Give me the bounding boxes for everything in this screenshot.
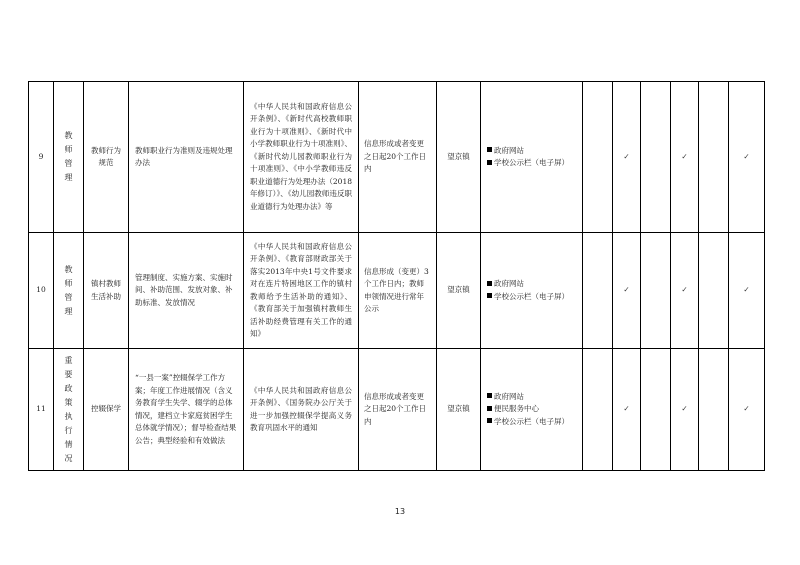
channel-item xyxy=(487,278,576,291)
subcategory-cell: 控辍保学 xyxy=(84,349,129,471)
checkmark-icon: ✓ xyxy=(613,233,641,349)
checkmark-icon: ✓ xyxy=(613,82,641,233)
channels-cell xyxy=(481,82,583,233)
checkmark-icon: ✓ xyxy=(671,349,699,471)
basis-cell: 《中华人民共和国政府信息公开条例》、《国务院办公厅关于进一步加强控辍保学提高义务教育巩固水平的通知 xyxy=(244,349,359,471)
empty-mark-cell xyxy=(641,82,671,233)
category-text: 教师管理 xyxy=(64,264,73,316)
subject-cell: 望京镇 xyxy=(437,349,481,471)
channel-item xyxy=(487,403,576,416)
filled-square-icon xyxy=(487,160,492,165)
filled-square-icon xyxy=(487,281,492,286)
channel-label: 政府网站 xyxy=(494,279,524,288)
row-index: 9 xyxy=(29,82,54,233)
empty-mark-cell xyxy=(641,349,671,471)
channels-cell xyxy=(481,233,583,349)
empty-mark-cell xyxy=(699,82,729,233)
checkmark-icon: ✓ xyxy=(613,349,641,471)
filled-square-icon xyxy=(487,406,492,411)
checkmark-icon: ✓ xyxy=(671,233,699,349)
empty-mark-cell xyxy=(699,233,729,349)
checkmark-icon: ✓ xyxy=(671,82,699,233)
channel-label: 学校公示栏（电子屏） xyxy=(494,158,569,167)
category-text: 重要政策执行情况 xyxy=(64,355,73,463)
table-row xyxy=(29,82,765,233)
category-cell xyxy=(54,233,84,349)
checkmark-icon: ✓ xyxy=(729,233,765,349)
channel-label: 政府网站 xyxy=(494,391,524,401)
channel-item xyxy=(487,157,576,170)
subject-cell: 望京镇 xyxy=(437,233,481,349)
table-row xyxy=(29,349,765,471)
channels-cell xyxy=(481,349,583,471)
channel-label: 学校公示栏（电子屏） xyxy=(494,416,569,426)
category-cell xyxy=(54,349,84,471)
deadline-cell: 信息形成（变更）3个工作日内；教师申领情况进行常年公示 xyxy=(359,233,437,349)
filled-square-icon xyxy=(487,147,492,152)
empty-mark-cell xyxy=(699,349,729,471)
channel-item xyxy=(487,145,576,158)
empty-mark-cell xyxy=(583,82,613,233)
channel-label: 便民服务中心 xyxy=(494,404,539,414)
checkmark-icon: ✓ xyxy=(729,82,765,233)
channel-item xyxy=(487,291,576,304)
empty-mark-cell xyxy=(583,233,613,349)
checkmark-icon: ✓ xyxy=(729,349,765,471)
deadline-cell: 信息形成或者变更之日起20个工作日内 xyxy=(359,82,437,233)
subject-cell: 望京镇 xyxy=(437,82,481,233)
row-index: 10 xyxy=(29,233,54,349)
channel-item xyxy=(487,391,576,404)
content-cell: 教师职业行为准则及违规处理办法 xyxy=(129,82,244,233)
row-index: 11 xyxy=(29,349,54,471)
content-cell: 管理制度、实施方案、实施时间、补助范围、发放对象、补助标准、发放情况 xyxy=(129,233,244,349)
channel-item xyxy=(487,416,576,429)
channel-label: 政府网站 xyxy=(494,145,524,155)
category-text: 教师管理 xyxy=(64,131,73,182)
empty-mark-cell xyxy=(641,233,671,349)
empty-mark-cell xyxy=(583,349,613,471)
channel-label: 学校公示栏（电子屏） xyxy=(494,291,569,301)
subcategory-cell: 镇村教师生活补助 xyxy=(84,233,129,349)
basis-cell: 《中华人民共和国政府信息公开条例》、《新时代高校教师职业行为十项准则》、《新时代中小学教师职业行为十项准则》、《新时代幼儿园教师职业行为十项准则》、《中小学教师违反职业道德行为处理办法（2018年修订）》、《幼儿园教师违反职业道德行为处理办法》等 xyxy=(244,82,359,233)
category-cell xyxy=(54,82,84,233)
filled-square-icon xyxy=(487,393,492,398)
filled-square-icon xyxy=(487,418,492,423)
filled-square-icon xyxy=(487,293,492,298)
subcategory-cell: 教师行为规范 xyxy=(84,82,129,233)
page-number: 13 xyxy=(394,507,406,516)
table-row xyxy=(29,233,765,349)
disclosure-table xyxy=(28,81,765,471)
content-cell: “一县一案”控辍保学工作方案；年度工作进展情况（含义务教育学生失学、辍学的总体情况，建档立卡家庭贫困学生总体就学情况）；督导检查结果公告；典型经验和有效做法 xyxy=(129,349,244,471)
basis-cell: 《中华人民共和国政府信息公开条例》、《教育部财政部关于落实2013年中央1号文件要求对在连片特困地区工作的镇村教师给予生活补助的通知》、《教育部关于加强镇村教师生活补助经费管理有关工作的通知》 xyxy=(244,233,359,349)
deadline-cell: 信息形成或者变更之日起20个工作日内 xyxy=(359,349,437,471)
